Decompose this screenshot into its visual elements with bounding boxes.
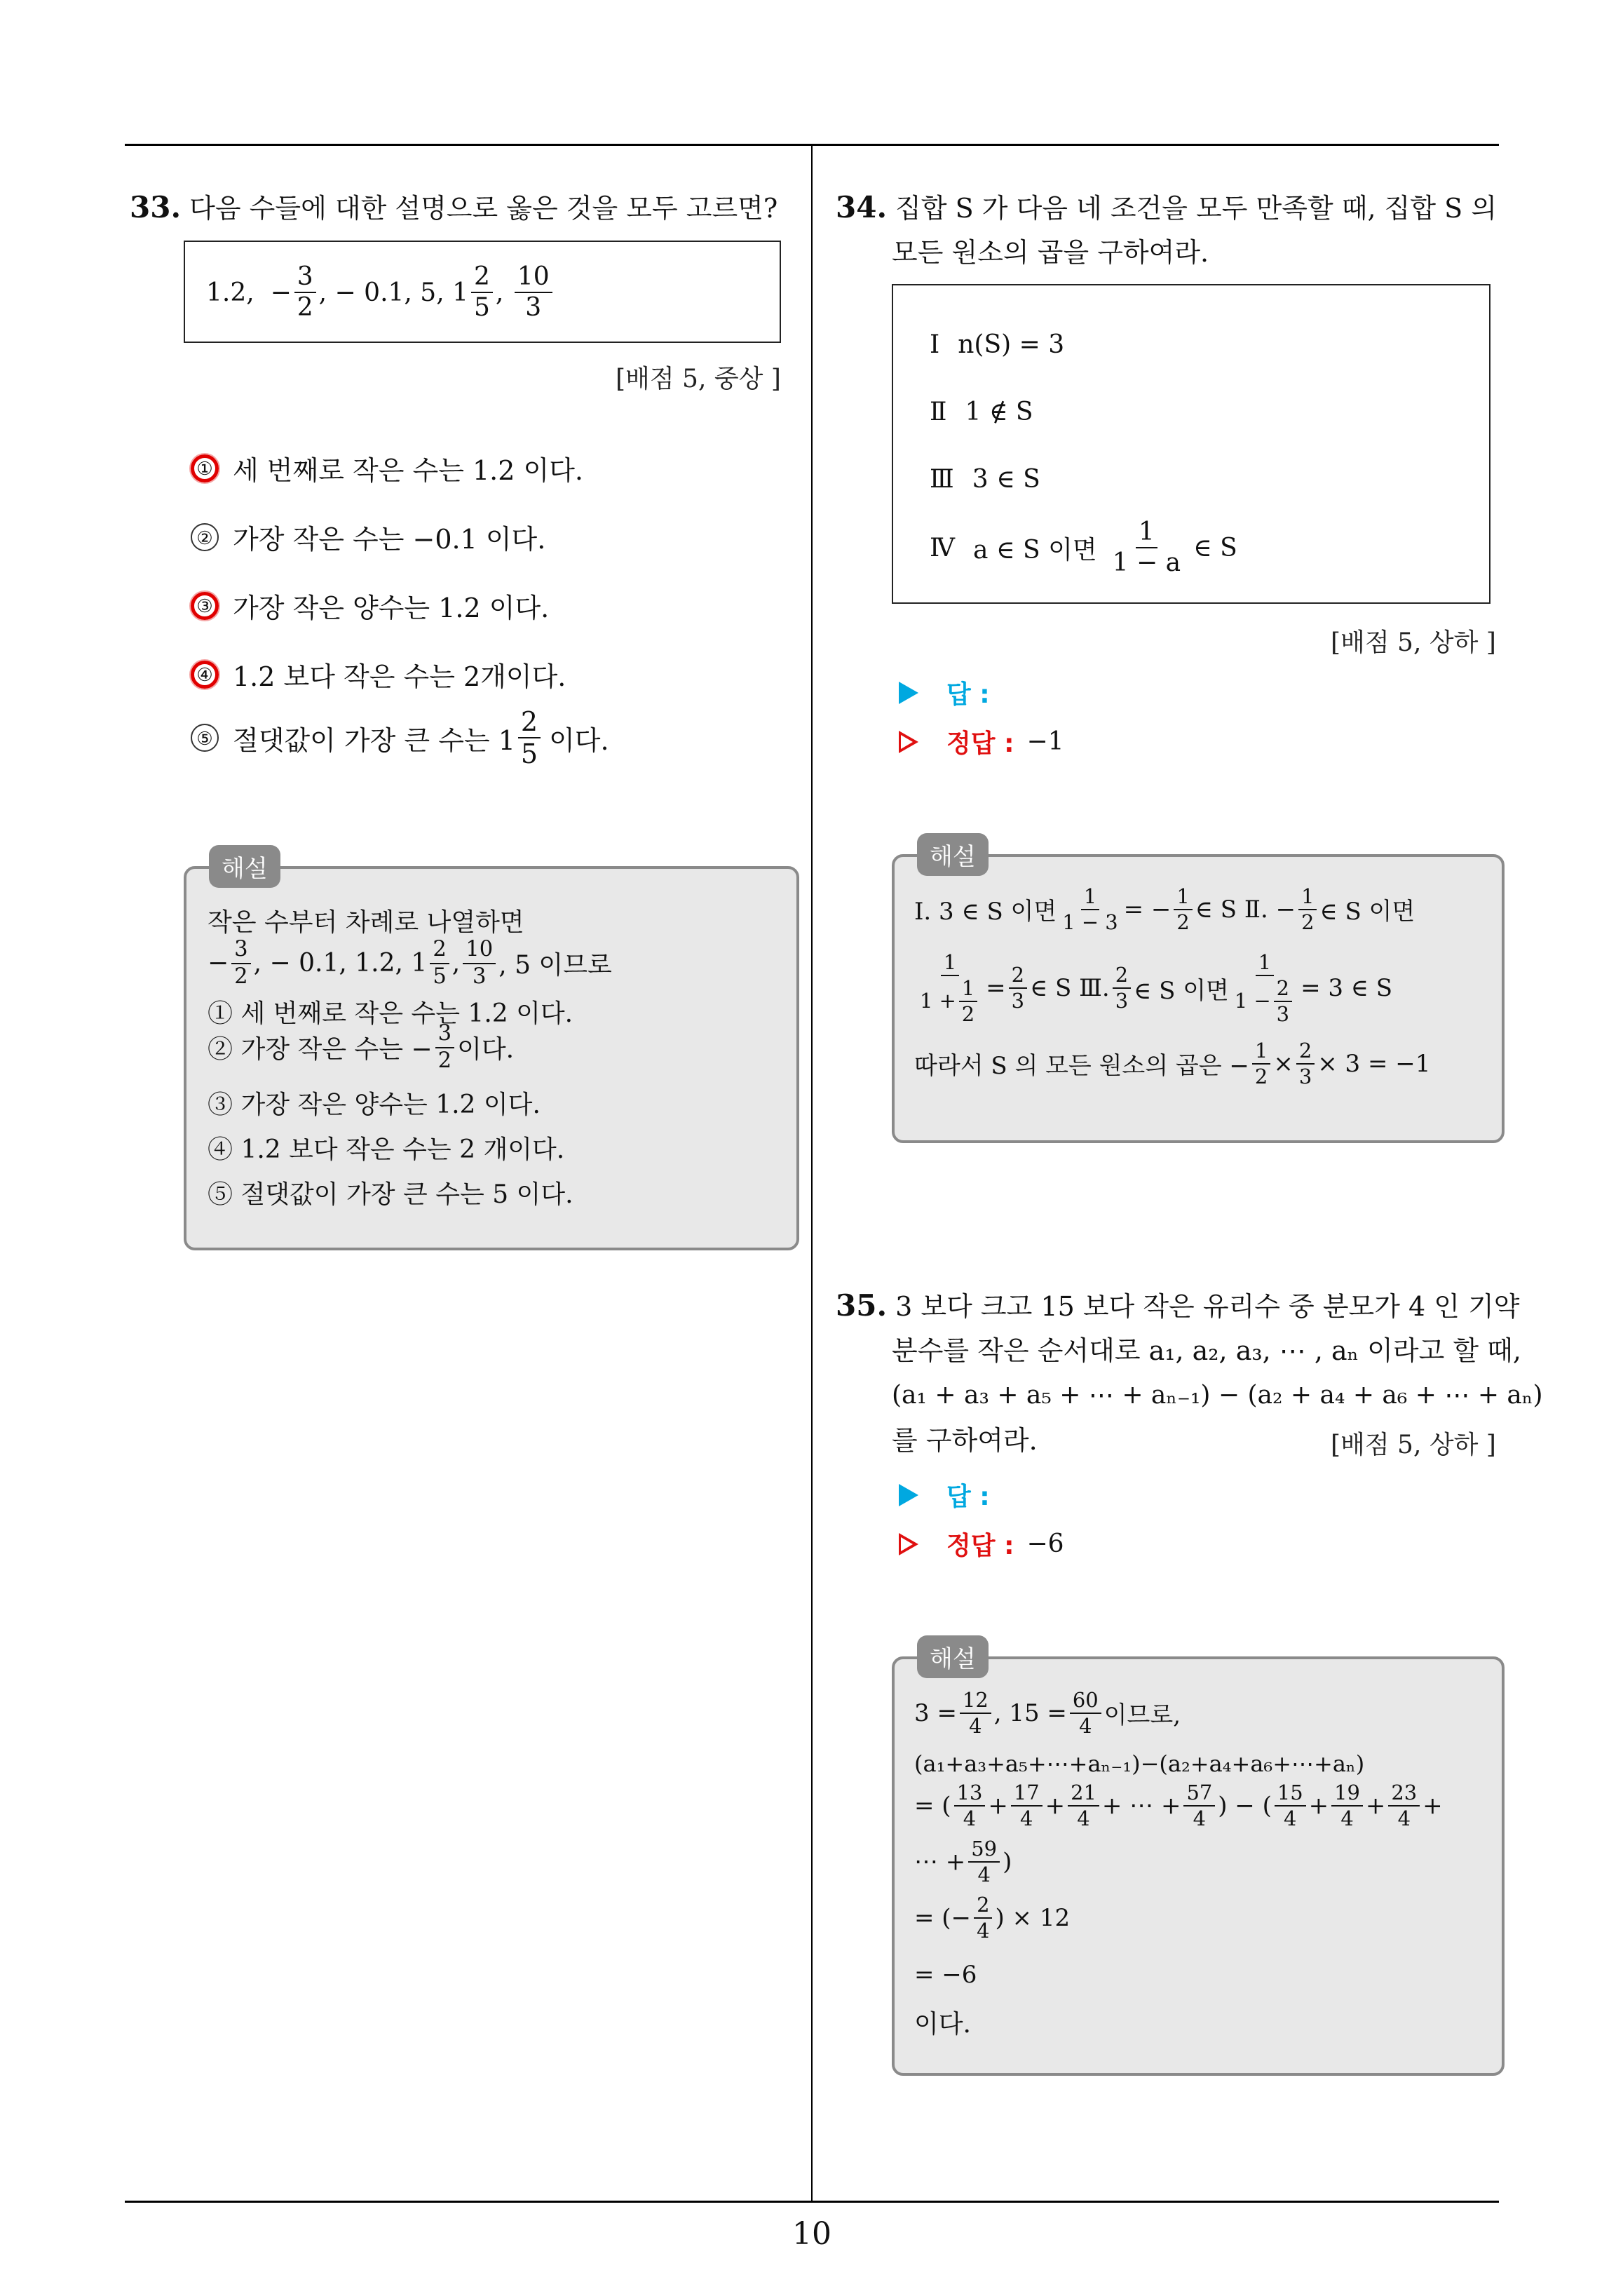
frac-den: 1 − a bbox=[1112, 548, 1181, 577]
correct-label: 정답 : bbox=[946, 729, 1014, 758]
condition-1 bbox=[930, 330, 1064, 359]
frac-den: 4 bbox=[969, 1713, 982, 1738]
sol-text: , − 0.1, 1.2, 1 bbox=[253, 949, 428, 978]
frac-num: 2 bbox=[471, 264, 493, 293]
sol-text: , bbox=[451, 949, 461, 978]
frac-den: 5 bbox=[474, 293, 490, 322]
q33-number: 33. bbox=[130, 190, 182, 224]
choice-text: 1.2 보다 작은 수는 2개이다. bbox=[233, 661, 566, 692]
sol-text: ) − ( bbox=[1218, 1791, 1272, 1820]
frac-den: 3 bbox=[1115, 989, 1129, 1013]
choice-text: 세 번째로 작은 수는 1.2 이다. bbox=[233, 455, 583, 486]
choice-text: 절댓값이 가장 큰 수는 1 bbox=[233, 724, 515, 756]
q34-text-1: 집합 S 가 다음 네 조건을 모두 만족할 때, 집합 S 의 bbox=[895, 193, 1497, 224]
q34-solution-box bbox=[892, 854, 1505, 1143]
q34-answer-field[interactable] bbox=[899, 675, 990, 710]
sol-text: ② 가장 작은 수는 − bbox=[208, 1035, 433, 1065]
frac-den: 5 bbox=[433, 964, 447, 989]
sol-text: + ⋯ + bbox=[1101, 1791, 1181, 1820]
frac-num: 1 bbox=[959, 978, 977, 1002]
play-triangle-icon bbox=[899, 682, 918, 704]
frac-den: 4 bbox=[963, 1806, 977, 1830]
sol-text: + bbox=[988, 1791, 1008, 1820]
answer-label: 답 : bbox=[946, 1483, 990, 1511]
frac-num: 1 bbox=[1136, 520, 1157, 548]
choice-mark: ⑤ bbox=[191, 724, 219, 752]
q33-text: 다음 수들에 대한 설명으로 옳은 것을 모두 고르면? bbox=[189, 193, 778, 224]
q33-choice-2[interactable] bbox=[191, 518, 545, 556]
sol-text: 1 − bbox=[1234, 989, 1271, 1013]
sol-line bbox=[914, 1690, 1181, 1736]
hollow-triangle-icon bbox=[899, 1533, 918, 1555]
condition-text: 1 ∉ S bbox=[965, 398, 1033, 426]
frac-num: 2 bbox=[1113, 965, 1131, 989]
sol-text: 이다. bbox=[914, 2010, 971, 2039]
sol-text: = − bbox=[1123, 895, 1172, 924]
sol-text: ∈ S 이면 bbox=[1319, 898, 1415, 926]
frac-num: 21 bbox=[1068, 1783, 1099, 1807]
correct-value: −6 bbox=[1026, 1529, 1064, 1558]
frac-num: 23 bbox=[1388, 1783, 1420, 1807]
sol-text: ⑤ 절댓값이 가장 큰 수는 5 이다. bbox=[208, 1180, 573, 1209]
sol-text: ∈ S Ⅱ. − bbox=[1195, 895, 1296, 924]
sol-text: 따라서 S 의 모든 원소의 곱은 − bbox=[914, 1052, 1249, 1081]
frac-num: 3 bbox=[294, 264, 316, 293]
frac-num: 17 bbox=[1011, 1783, 1043, 1807]
frac-den bbox=[917, 976, 983, 1025]
sol-line bbox=[208, 1023, 514, 1072]
sol-text: ) bbox=[1003, 1847, 1012, 1876]
frac-den: 4 bbox=[1397, 1806, 1411, 1830]
frac-num: 60 bbox=[1070, 1690, 1101, 1714]
frac-num: 3 bbox=[435, 1023, 454, 1048]
frac-num: 13 bbox=[954, 1783, 986, 1807]
sol-text: + bbox=[1045, 1791, 1066, 1820]
sol-text: 3 = bbox=[914, 1699, 957, 1727]
q35-solution-tag: 해설 bbox=[917, 1635, 989, 1678]
sol-text: ) × 12 bbox=[995, 1903, 1071, 1932]
frac-num: 1 bbox=[1081, 886, 1099, 910]
q33-number-list-box bbox=[184, 241, 781, 343]
sol-line bbox=[914, 886, 1415, 933]
frac-den: 2 bbox=[234, 964, 248, 989]
frac-den: 4 bbox=[1193, 1806, 1207, 1830]
q34-correct-answer bbox=[899, 724, 1064, 759]
frac-num: 2 bbox=[1009, 965, 1027, 989]
sol-text: (a₁+a₃+a₅+⋯+aₙ₋₁)−(a₂+a₄+a₆+⋯+aₙ) bbox=[914, 1750, 1365, 1777]
sol-text: 1 + bbox=[920, 989, 956, 1013]
q33-stem bbox=[130, 185, 777, 231]
q34-stem bbox=[836, 185, 1497, 231]
sol-text: = (− bbox=[914, 1903, 972, 1932]
q34-solution-tag: 해설 bbox=[917, 833, 989, 876]
sol-text: 작은 수부터 차례로 나열하면 bbox=[208, 908, 524, 937]
q35-stem-2: 분수를 작은 순서대로 a₁, a₂, a₃, ⋯ , aₙ 이라고 할 때, bbox=[892, 1335, 1521, 1366]
sol-text: = −6 bbox=[914, 1961, 977, 1989]
q33-solution-tag: 해설 bbox=[209, 845, 280, 888]
condition-4 bbox=[930, 520, 1237, 576]
q35-solution-box bbox=[892, 1656, 1505, 2076]
sol-text: ∈ S Ⅲ. bbox=[1030, 974, 1110, 1003]
condition-text-post: ∈ S bbox=[1193, 533, 1237, 562]
sol-text: + bbox=[1365, 1791, 1386, 1820]
q34-score: [배점 5, 상하 ] bbox=[1331, 628, 1496, 657]
sol-text: ⋯ + bbox=[914, 1847, 966, 1876]
sol-line bbox=[914, 1961, 977, 1989]
q33-choice-1[interactable] bbox=[191, 449, 583, 487]
q33-choice-4[interactable] bbox=[191, 655, 566, 694]
sol-line bbox=[914, 1839, 1012, 1885]
condition-roman: Ⅰ bbox=[930, 330, 940, 359]
sol-text: + bbox=[1422, 1791, 1443, 1820]
sol-text: 이므로, bbox=[1103, 1701, 1181, 1730]
sol-line bbox=[914, 1783, 1443, 1829]
q33-score: [배점 5, 중상 ] bbox=[616, 365, 781, 393]
frac-den: 3 bbox=[1276, 1001, 1290, 1026]
page-number: 10 bbox=[792, 2216, 831, 2252]
sol-text: = ( bbox=[914, 1791, 951, 1820]
choice-text: 가장 작은 수는 −0.1 이다. bbox=[233, 524, 546, 555]
frac-num: 19 bbox=[1331, 1783, 1363, 1807]
condition-2 bbox=[930, 398, 1033, 426]
frac-den: 2 bbox=[1176, 910, 1190, 934]
frac-den: 2 bbox=[961, 1001, 975, 1026]
sol-text: , 5 이므로 bbox=[498, 951, 612, 980]
frac-num: 57 bbox=[1183, 1783, 1215, 1807]
sol-line bbox=[208, 903, 524, 938]
q35-stem bbox=[836, 1283, 1520, 1329]
choice-mark-selected: ③ bbox=[191, 592, 219, 620]
answer-label: 답 : bbox=[946, 680, 990, 709]
condition-roman: Ⅱ bbox=[930, 398, 947, 426]
frac-num: 1 bbox=[941, 952, 959, 976]
frac-num: 2 bbox=[1296, 1041, 1315, 1065]
frac-den: 4 bbox=[1020, 1806, 1033, 1830]
q34-stem-2: 모든 원소의 곱을 구하여라. bbox=[892, 237, 1209, 268]
frac-den: 3 bbox=[1298, 1064, 1312, 1088]
choice-text: 가장 작은 양수는 1.2 이다. bbox=[233, 593, 550, 623]
frac-num: 59 bbox=[968, 1839, 1000, 1863]
frac-den: 3 bbox=[525, 293, 542, 322]
frac-den: 2 bbox=[437, 1048, 452, 1073]
hollow-triangle-icon bbox=[899, 731, 918, 753]
choice-mark: ② bbox=[191, 523, 219, 551]
sol-text: × bbox=[1273, 1049, 1293, 1078]
q35-text-1: 3 보다 크고 15 보다 작은 유리수 중 분모가 4 인 기약 bbox=[895, 1291, 1520, 1322]
frac-num: 2 bbox=[974, 1895, 992, 1919]
column-divider bbox=[811, 144, 813, 2202]
sol-text: ∈ S 이면 bbox=[1134, 976, 1229, 1005]
q34-conditions-box bbox=[892, 284, 1490, 604]
frac-num: 3 bbox=[231, 939, 250, 964]
frac-den: 1 − 3 bbox=[1062, 910, 1118, 934]
choice-mark-selected: ④ bbox=[191, 661, 219, 689]
q35-stem-3: (a₁ + a₃ + a₅ + ⋯ + aₙ₋₁) − (a₂ + a₄ + a₆ + ⋯ + aₙ) bbox=[892, 1381, 1543, 1410]
sol-text: + bbox=[1308, 1791, 1329, 1820]
sol-line bbox=[914, 1895, 1070, 1941]
frac-den bbox=[1232, 976, 1298, 1025]
sol-line bbox=[208, 1130, 564, 1166]
frac-num: 2 bbox=[1274, 978, 1292, 1002]
q33-list-neg: − bbox=[270, 278, 292, 307]
q35-correct-answer bbox=[899, 1526, 1064, 1562]
sol-text: ④ 1.2 보다 작은 수는 2 개이다. bbox=[208, 1135, 565, 1164]
q33-solution-box bbox=[184, 866, 799, 1250]
sol-text: 이다. bbox=[457, 1035, 515, 1065]
q35-number: 35. bbox=[836, 1288, 888, 1323]
sol-line bbox=[914, 1750, 1364, 1777]
sol-line bbox=[208, 1175, 573, 1210]
frac-num: 10 bbox=[463, 939, 496, 964]
condition-roman: Ⅲ bbox=[930, 465, 954, 494]
correct-value: −1 bbox=[1026, 727, 1064, 756]
frac-num: 10 bbox=[515, 264, 552, 293]
frac-num: 1 bbox=[1256, 952, 1274, 976]
frac-den: 5 bbox=[520, 738, 538, 769]
sol-line bbox=[914, 1041, 1430, 1087]
q33-choice-3[interactable] bbox=[191, 586, 549, 625]
condition-3 bbox=[930, 465, 1040, 494]
q35-score: [배점 5, 상하 ] bbox=[1331, 1431, 1496, 1459]
frac-den: 4 bbox=[1340, 1806, 1354, 1830]
sol-text: , 15 = bbox=[993, 1699, 1067, 1727]
condition-text: a ∈ S 이면 bbox=[972, 535, 1097, 565]
bottom-rule bbox=[125, 2201, 1499, 2203]
frac-den: 4 bbox=[977, 1862, 991, 1886]
q35-stem-4: 를 구하여라. bbox=[892, 1425, 1038, 1456]
sol-text: ③ 가장 작은 양수는 1.2 이다. bbox=[208, 1090, 541, 1119]
frac-den: 3 bbox=[472, 964, 487, 989]
sol-text: − bbox=[208, 949, 229, 978]
frac-den: 4 bbox=[1077, 1806, 1090, 1830]
frac-den: 2 bbox=[1254, 1064, 1268, 1088]
q35-answer-field[interactable] bbox=[899, 1477, 990, 1513]
q33-list-b: , − 0.1, 5, 1 bbox=[318, 278, 468, 307]
frac-den: 4 bbox=[1079, 1713, 1092, 1738]
frac-den: 4 bbox=[977, 1918, 990, 1943]
q33-list-c: , bbox=[495, 278, 504, 307]
sol-text: × 3 = −1 bbox=[1317, 1049, 1431, 1078]
choice-text-post: 이다. bbox=[549, 724, 609, 756]
frac-num: 2 bbox=[430, 939, 449, 964]
q33-list-a: 1.2, bbox=[206, 278, 254, 307]
frac-num: 15 bbox=[1275, 1783, 1306, 1807]
sol-line bbox=[914, 2004, 971, 2040]
play-triangle-icon bbox=[899, 1484, 918, 1506]
frac-den: 2 bbox=[297, 293, 313, 322]
sol-text: = 3 ∈ S bbox=[1301, 974, 1393, 1003]
frac-num: 1 bbox=[1174, 886, 1192, 910]
sol-text: Ⅰ. 3 ∈ S 이면 bbox=[914, 898, 1057, 926]
frac-den: 4 bbox=[1284, 1806, 1297, 1830]
correct-label: 정답 : bbox=[946, 1532, 1014, 1560]
frac-den: 3 bbox=[1011, 989, 1025, 1013]
sol-line bbox=[208, 939, 612, 987]
sol-line bbox=[914, 952, 1392, 1025]
sol-text: ① 세 번째로 작은 수는 1.2 이다. bbox=[208, 999, 573, 1028]
sol-text: = bbox=[986, 974, 1006, 1003]
frac-num: 1 bbox=[1252, 1041, 1270, 1065]
choice-mark-selected: ① bbox=[191, 454, 219, 482]
frac-num: 2 bbox=[518, 708, 541, 738]
condition-roman: Ⅳ bbox=[930, 533, 955, 562]
frac-num: 1 bbox=[1298, 886, 1317, 910]
condition-text: 3 ∈ S bbox=[972, 465, 1040, 494]
q33-choice-5[interactable] bbox=[191, 708, 609, 767]
sol-line bbox=[208, 1085, 541, 1121]
condition-text: n(S) = 3 bbox=[958, 330, 1065, 359]
frac-den: 2 bbox=[1301, 910, 1315, 934]
q34-number: 34. bbox=[836, 190, 888, 224]
frac-num: 12 bbox=[960, 1690, 991, 1714]
